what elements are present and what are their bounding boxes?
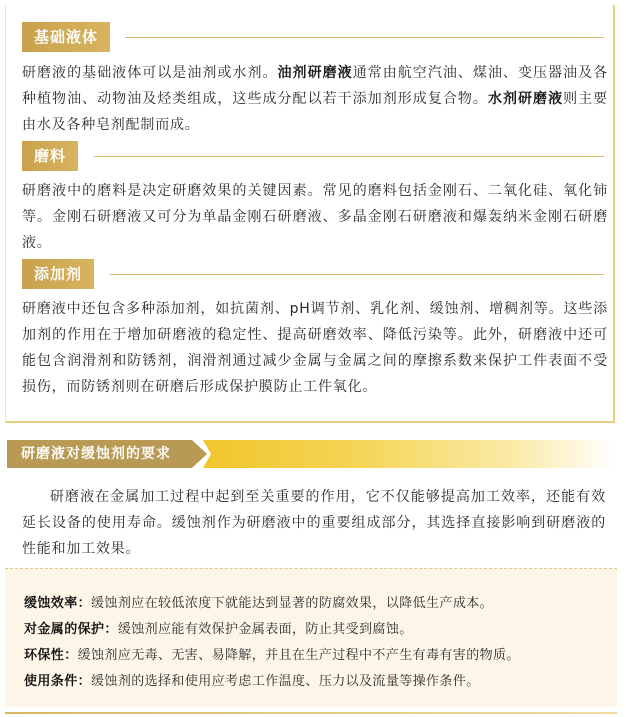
section-tag-base-liquid: 基础液体 [22, 22, 110, 52]
requirement-text: 缓蚀剂应能有效保护金属表面，防止其受到腐蚀。 [117, 622, 413, 637]
bold-term-oil: 油剂研磨液 [277, 65, 353, 81]
section-rule [110, 274, 604, 275]
intro-paragraph: 研磨液在金属加工过程中起到至关重要的作用，它不仅能够提高加工效率，还能有效延长设备的使用寿命。缓蚀剂作为研磨液中的重要组成部分，其选择直接影响到研磨液的性能和加工效果。 [22, 489, 606, 557]
requirement-item [24, 644, 520, 668]
text-run: 通常由航空汽油、煤油、变压器油及各种植物油、动物油及烃类组成，这些成分配以若干添加剂形成复合物。 [22, 65, 608, 107]
section-tag-abrasive: 磨料 [22, 141, 78, 171]
requirement-key: 使用条件： [24, 674, 92, 689]
requirement-item [24, 670, 480, 694]
section-paragraph-base-liquid [22, 60, 608, 138]
requirement-text: 缓蚀剂应在较低浓度下就能达到显著的防腐效果，以降低生产成本。 [91, 596, 494, 611]
panel-bottom-rule [5, 712, 617, 714]
requirement-key: 环保性： [24, 648, 78, 663]
section-tag-additive: 添加剂 [22, 259, 94, 289]
section-rule [94, 156, 604, 157]
section-rule [125, 37, 604, 38]
banner-title: 研磨液对缓蚀剂的要求 [21, 446, 171, 462]
requirement-text: 缓蚀剂的选择和使用应考虑工作温度、压力以及流量等操作条件。 [91, 674, 480, 689]
requirement-key: 对金属的保护： [24, 622, 118, 637]
requirement-text: 缓蚀剂应无毒、无害、易降解，并且在生产过程中不产生有毒有害的物质。 [77, 648, 520, 663]
requirement-item [24, 592, 493, 616]
text-run: 研磨液的基础液体可以是油剂或水剂。 [22, 65, 278, 81]
banner-yellow-band [203, 440, 617, 468]
section-paragraph-abrasive: 研磨液中的磨料是决定研磨效果的关键因素。常见的磨料包括金刚石、二氧化硅、氧化铈等。金刚石研磨液又可分为单晶金刚石研磨液、多晶金刚石研磨液和爆轰纳米金刚石研磨液。 [22, 183, 608, 251]
requirement-key: 缓蚀效率： [24, 596, 92, 611]
section-paragraph-additive: 研磨液中还包含多种添加剂，如抗菌剂、pH调节剂、乳化剂、缓蚀剂、增稠剂等。这些添加剂的作用在于增加研磨液的稳定性、提高研磨效率、降低污染等。此外，研磨液中还可能包含润滑剂和防锈剂，润滑剂通过减少金属与金属之间的摩擦系数来保护工件表面不受损伤，而防锈剂则在研磨后形成保护膜防止工件氧化。 [22, 301, 608, 395]
section-banner [7, 440, 617, 468]
text-run: 则主要由水及各种皂剂配制而成。 [22, 91, 608, 133]
bold-term-water: 水剂研磨液 [487, 91, 564, 107]
requirement-item [24, 618, 413, 642]
